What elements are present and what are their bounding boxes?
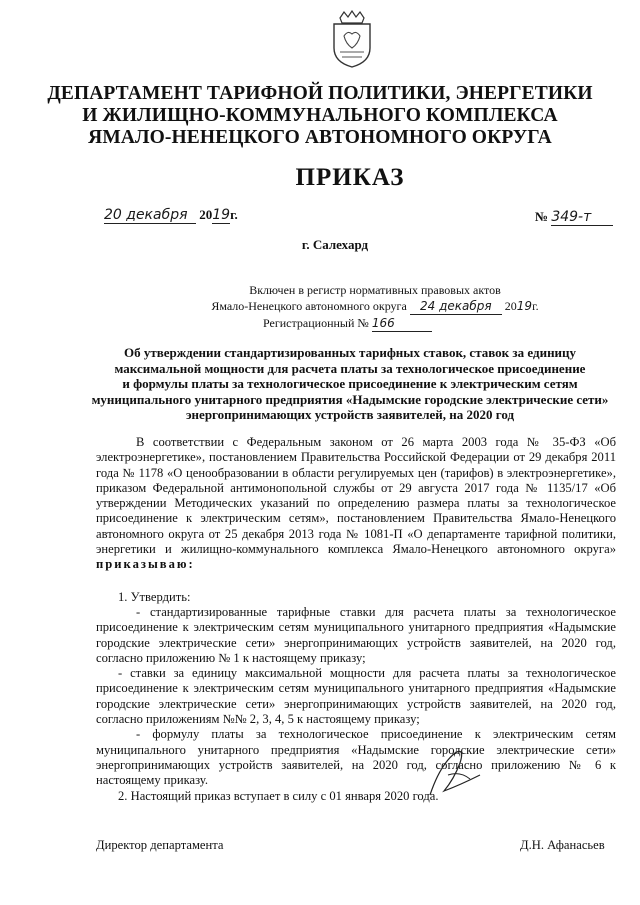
registration-stamp xyxy=(195,282,555,332)
department-line-3: ЯМАЛО-НЕНЕЦКОГО АВТОНОМНОГО ОКРУГА xyxy=(88,127,552,148)
city: г. Салехард xyxy=(301,237,369,252)
year-suffix: г. xyxy=(230,207,238,222)
handwritten-number: 349-т xyxy=(551,209,613,226)
year-prefix: 20 xyxy=(199,207,213,222)
department-name xyxy=(0,83,640,149)
title-line-2: максимальной мощности для расчета платы за технологическое присоединение xyxy=(114,360,586,376)
title-line-1: Об утверждении стандартизированных тарифных ставок, ставок за единицу xyxy=(123,345,577,360)
item-1b: - ставки за единицу максимальной мощности для расчета платы за технологическое присоединение к электрическим сетям муниципального унитарного предприятия «Надымские городские электрические сети» энергопринимающих устройств заявителей, на 2020 год, согласно приложениям №№ 2, 3, 4, 5 к настоящему приказу; xyxy=(96,666,616,727)
registration-date: 24 декабря xyxy=(410,298,502,315)
item-1: 1. Утвердить: xyxy=(118,589,191,604)
order-number xyxy=(535,209,613,226)
handwritten-date: 20 декабря xyxy=(104,207,196,224)
document-type: ПРИКАЗ xyxy=(295,164,405,191)
item-2: 2. Настоящий приказ вступает в силу с 01 января 2020 года. xyxy=(118,788,439,803)
number-label: № xyxy=(535,209,549,224)
title-line-5: энергопринимающих устройств заявителей, на 2020 год xyxy=(185,407,515,422)
item-1a: - стандартизированные тарифные ставки для расчета платы за технологическое присоединение к электрическим сетям муниципального унитарного предприятия «Надымские городские электрические сети» энергопринимающих устройств заявителей, на 2020 год, согласно приложению № 1 к настоящему приказу; xyxy=(96,604,616,665)
title-line-4: муниципального унитарного предприятия «Надымские городские электрические сети» xyxy=(91,391,609,407)
department-line-2: И ЖИЛИЩНО-КОММУНАЛЬНОГО КОМПЛЕКСА xyxy=(82,105,558,126)
order-word: приказываю: xyxy=(96,557,195,572)
registration-line-1: Включен в регистр нормативных правовых актов xyxy=(249,283,501,297)
item-1c: - формулу платы за технологическое присоединение к электрическим сетям муниципального унитарного предприятия «Надымские городские электрические сети» энергопринимающих устройств заявителей, на 2020 год, согласно приложению № 6 к настоящему приказу. xyxy=(96,727,616,788)
handwritten-year: 19 xyxy=(212,207,231,223)
signer-name: Д.Н. Афанасьев xyxy=(520,838,605,852)
registration-number: 166 xyxy=(372,315,432,332)
handwritten-signature xyxy=(420,745,490,805)
title-line-3: и формулы платы за технологическое присоединение к электрическим сетям xyxy=(122,376,578,391)
order-title xyxy=(70,345,630,423)
order-body xyxy=(96,435,616,804)
department-line-1: ДЕПАРТАМЕНТ ТАРИФНОЙ ПОЛИТИКИ, ЭНЕРГЕТИКИ xyxy=(47,83,593,104)
order-date xyxy=(104,207,238,224)
registration-line-3: Регистрационный № 166 xyxy=(195,315,555,332)
coat-of-arms-emblem xyxy=(330,10,374,68)
signer-position: Директор департамента xyxy=(96,838,224,852)
registration-year: 19 xyxy=(516,299,533,313)
preamble-paragraph: В соответствии с Федеральным законом от 26 марта 2003 года № 35-ФЗ «Об электроэнергетике», постановлением Правительства Российской Федерации от 29 декабря 2011 года № 1178 «О ценообразовании в области регулируемых цен (тарифов) в электроэнергетике», приказом Федеральной антимонопольной службы от 29 августа 2017 года № 1135/17 «Об утверждении Методических указаний по определению размера платы за технологическое присоединение к электрическим сетям», постановлением Правительства Ямало-Ненецкого автономного округа от 25 декабря 2013 года № 1081-П «О департаменте тарифной политики, энергетики и жилищно-коммунального комплекса Ямало-Ненецкого автономного округа» приказываю: xyxy=(96,435,616,572)
registration-line-2: Ямало-Ненецкого автономного округа 24 декабря 2019г. xyxy=(211,299,539,313)
